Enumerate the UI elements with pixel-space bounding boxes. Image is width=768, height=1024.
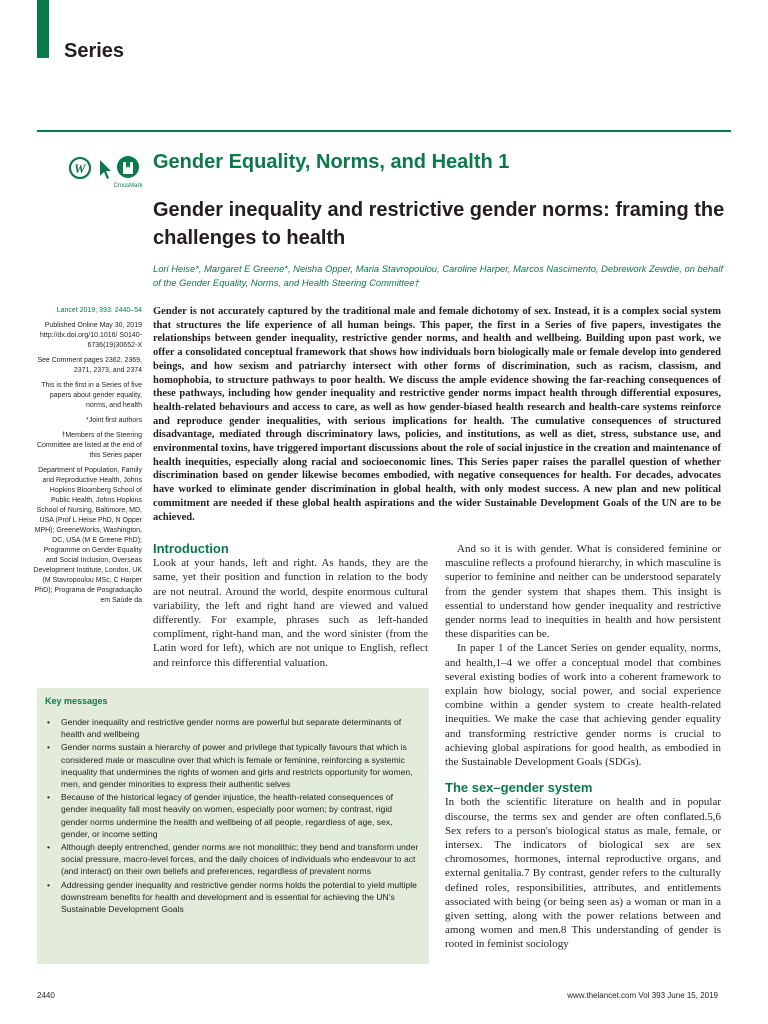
key-message-item: • Because of the historical legacy of gender injustice, the health-related consequences of gender inequality fall most heavily on women, especially poor women; by contrast, rigid gender norms undermine the health and wellbeing of all people, regardless of age, sex, gender, or income setting — [45, 791, 421, 840]
author-list: Lori Heise*, Margaret E Greene*, Neisha Opper, Maria Stavropoulou, Caroline Harper, Marcos Nascimento, Debrework Zewdie, on behalf of the Gender Equality, Norms, and Health Steering Committee† — [153, 263, 724, 288]
key-messages-panel — [37, 688, 429, 964]
body-paragraph: In both the scientific literature on health and in popular discourse, the terms sex and gender are often conflated.5,6 Sex refers to a person's biological status as male, female, or intersex. The indicators of biological sex are sex chromosomes, hormones, internal reproductive organs, and external genitalia.7 By contrast, gender refers to the culturally defined roles, responsibilities, attributes, and entitlements associated with being (or being seen as) a woman or man in a given setting, along with the power relations between and among women and men.8 This understanding of gender is rooted in feminist sociology — [445, 796, 721, 951]
key-message-item: • Addressing gender inequality and restrictive gender norms holds the potential to yield multiple downstream benefits for health and development and is essential for achieving the UN's Sustainable Development Goals — [45, 879, 421, 916]
article-title: Gender inequality and restrictive gender norms: framing the challenges to health — [153, 199, 725, 249]
key-messages-title: Key messages — [45, 696, 108, 706]
abstract: Gender is not accurately captured by the traditional male and female dichotomy of sex. Instead, it is a complex social system that structures the life experience of all human beings. This paper, the first in a Series of five papers, investigates the relationships between gender inequality, restrictive gender norms, and health and wellbeing. Building upon past work, we offer a consolidated conceptual framework that shows how individuals born biologically male or female develop into gendered beings, and how sexism and patriarchy intersect with other forms of discrimination, such as racism, classism, and homophobia, to structure pathways to poor health. We discuss the ample evidence showing the far-reaching consequences of these pathways, including how gender inequality and restrictive gender norms impact health through differential exposures, health-related behaviours and access to care, as well as how gender-biased health research and health-care systems reinforce and reproduce gender inequalities, with serious implications for health. The cumulative consequences of structured disadvantage, mediated through discriminatory laws, policies, and institutions, as well as diet, stress, substance use, and environmental toxins, have triggered important discussions about the role of social injustice in the creation and maintenance of health inequities, especially along racial and socioeconomic lines. This Series paper raises the parallel question of whether discrimination based on gender likewise becomes embodied, with negative consequences for health. For decades, advocates have worked to eliminate gender discrimination in global health, with only modest success. A new plan and new political commitment are needed if these global health aspirations and the wider Sustainable Development Goals of the UN are to be achieved. — [153, 306, 721, 523]
sidebar — [30, 306, 142, 611]
body-paragraph: In paper 1 of the Lancet Series on gender equality, norms, and health,1–4 we offer a conceptual model that combines several existing bodies of work into a coherent framework to explain how biology, social power, and social experience combine within a gender system to create health-related inequities. We make the case that achieving gender equality and transforming restrictive gender norms is crucial to achieving global aspirations for good health, as embodied in the Sustainable Development Goals (SDGs). — [445, 642, 721, 769]
page-number: 2440 — [37, 991, 55, 1000]
affiliations: Department of Population, Family and Reproductive Health, Johns Hopkins Bloomberg School of Public Health, Johns Hopkins School of Nursing, Baltimore, MD, USA (Prof L Heise PhD, N Opper MPH); GreeneWorks, Washington, DC, USA (M E Greene PhD); Programme on Gender Equality and Social Inclusion, Overseas Development Institute, London, UK (M Stavropoulou MSc, C Harper PhD); Programa de Posgraduação em Saúde da — [33, 467, 142, 604]
steering-note: †Members of the Steering Committee are listed at the end of this Series paper — [36, 432, 142, 459]
body-column-2 — [445, 542, 721, 952]
see-comment[interactable]: See Comment pages 2362, 2369, 2371, 2373, and 2374 — [37, 357, 142, 374]
crossmark-label: CrossMark — [113, 183, 143, 189]
key-messages-list — [45, 716, 421, 916]
intro-paragraph: Look at your hands, left and right. As hands, they are the same, yet their position and function in relation to the body are not neutral. Around the world, despite enormous cultural variability, the left and right hand are viewed and valued differently. For example, phrases such as left-handed compliment, right-hand man, and the word sinister (from the Latin word for left), which are not unique to English, reflect and reinforce this differential valuation. — [153, 557, 428, 669]
journal-footer: www.thelancet.com Vol 393 June 15, 2019 — [567, 991, 718, 1000]
body-column-1 — [153, 542, 428, 670]
intro-heading: Introduction — [153, 541, 229, 556]
joint-authors-note: *Joint first authors — [85, 417, 142, 424]
crossmark-logo[interactable] — [68, 152, 146, 192]
published-info[interactable]: Published Online May 30, 2019 http://dx.doi.org/10.1016/ S0140-6736(19)30652-X — [40, 322, 142, 349]
key-message-item: • Gender inequality and restrictive gender norms are powerful but separate determinants of health and wellbeing — [45, 716, 421, 740]
series-label: Series — [64, 40, 125, 62]
key-message-item: • Although deeply entrenched, gender norms are not monolithic; they bend and transform under social pressure, macro-level forces, and the daily choices of individuals who endeavour to act (and interact) on their own beliefs and preferences, regardless of prevalent norms — [45, 841, 421, 878]
citation: Lancet 2019; 393: 2440–54 — [56, 307, 142, 314]
header-rule — [37, 130, 731, 132]
cursor-icon — [100, 160, 111, 179]
body-paragraph: And so it is with gender. What is considered feminine or masculine reflects a profound hierarchy, in which masculine is superior to feminine and neither can be understood separately from the gender system that shapes them. This insight is essential to understand how gender inequality and restrictive gender norms lead to inequities in health and how persistent these disparities can be. — [445, 543, 721, 641]
sex-gender-heading: The sex–gender system — [445, 780, 593, 796]
series-note[interactable]: This is the first in a Series of five papers about gender equality, norms, and health — [41, 382, 142, 409]
series-title: Gender Equality, Norms, and Health 1 — [153, 151, 510, 173]
svg-text:W: W — [74, 161, 86, 176]
key-message-item: • Gender norms sustain a hierarchy of power and privilege that typically favours that which is considered male or masculine over that which is female or feminine, reinforcing a systemic inequality that undermines the rights of women and girls and restricts opportunity for women, men, and gender minorities to express their authentic selves — [45, 741, 421, 790]
series-accent-bar — [37, 0, 49, 58]
